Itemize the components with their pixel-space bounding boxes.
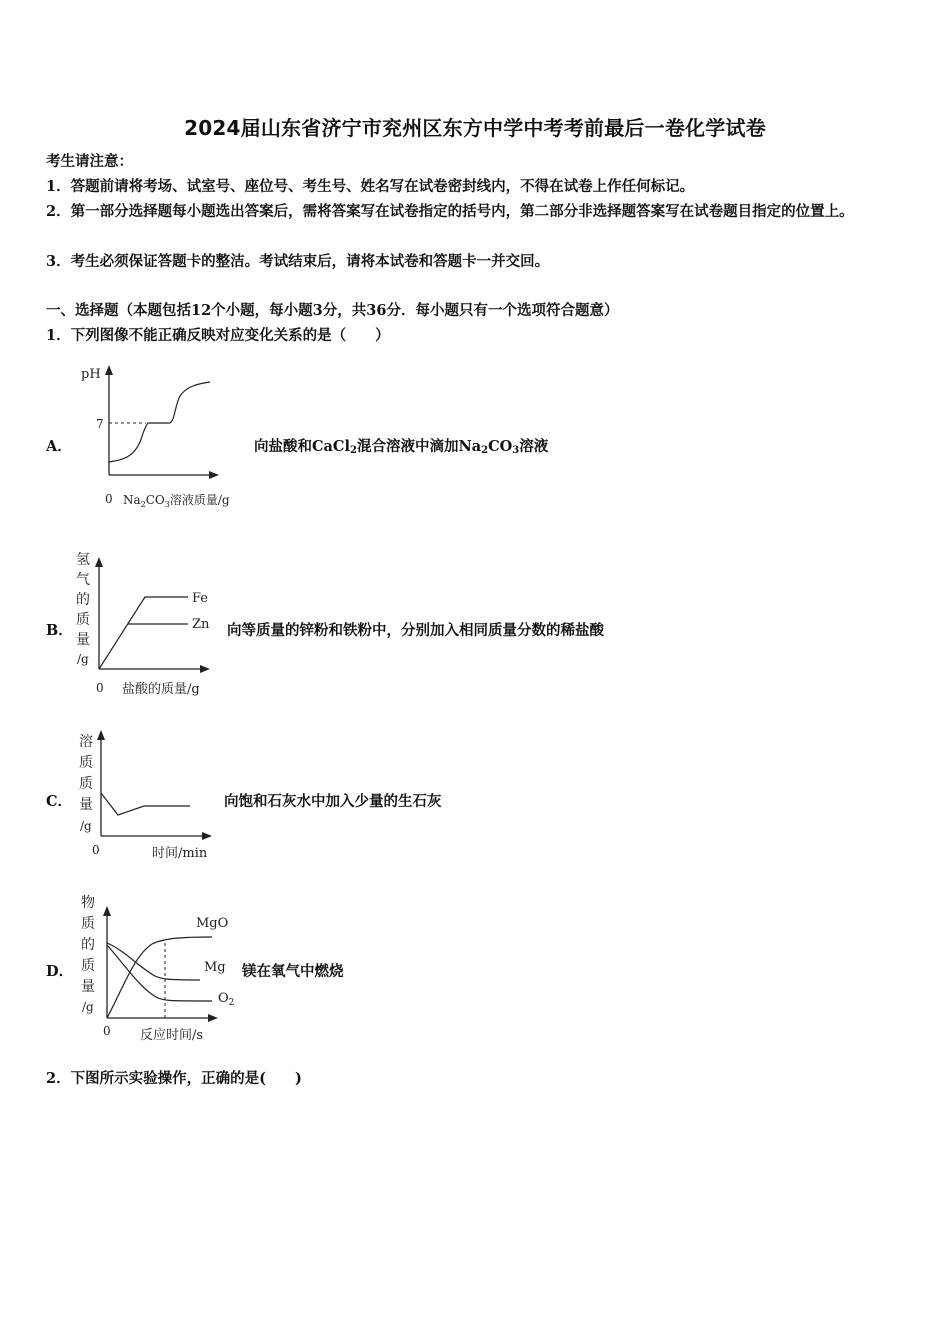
graph-d-legend-mg: Mg (204, 960, 226, 975)
graph-d-o2-curve (107, 945, 212, 1001)
graph-d-ylabel-1: 物 (81, 895, 95, 911)
graph-c-ylabel-2: 质 (79, 755, 93, 771)
option-c-letter: C． (46, 793, 73, 810)
graph-a-x-arrow-icon (209, 471, 219, 479)
graph-c-xlabel: 时间/min (152, 846, 208, 861)
notice-item-3: 3．考生必须保证答题卡的整洁。考试结束后，请将本试卷和答题卡一并交回。 (46, 253, 550, 270)
graph-c-origin: 0 (92, 843, 100, 857)
option-b-text: 向等质量的锌粉和铁粉中，分别加入相同质量分数的稀盐酸 (227, 622, 604, 639)
graph-b-xlabel: 盐酸的质量/g (122, 682, 200, 697)
graph-d-x-arrow-icon (208, 1014, 218, 1022)
graph-c-x-arrow-icon (202, 832, 212, 840)
graph-b-ylabel-4: 质 (76, 612, 90, 628)
graph-a-origin: 0 (105, 492, 113, 506)
page-title: 2024届山东省济宁市兖州区东方中学中考考前最后一卷化学试卷 (184, 116, 766, 140)
graph-b-origin: 0 (96, 681, 104, 695)
graph-b-ylabel-1: 氢 (76, 552, 90, 568)
graph-b-ylabel-5: 量 (76, 632, 90, 648)
graph-d-y-arrow-icon (103, 906, 111, 916)
graph-a-ylabel: pH (81, 367, 101, 382)
graph-c-ylabel-4: 量 (79, 797, 93, 813)
graph-d (72, 890, 247, 1050)
graph-b (72, 545, 232, 700)
graph-d-ylabel-3: 的 (81, 937, 95, 953)
graph-c-ylabel-1: 溶 (79, 734, 93, 750)
graph-c-curve (101, 793, 190, 815)
graph-a-curve (109, 382, 210, 462)
graph-c-ylabel-3: 质 (79, 776, 93, 792)
option-a-letter: A． (46, 438, 72, 455)
graph-a (72, 360, 262, 515)
option-b-letter: B． (46, 622, 73, 639)
graph-b-fe-line (99, 597, 188, 669)
graph-d-legend-o2: $O_2$ (218, 991, 235, 1008)
question-2-stem: 2．下图所示实验操作，正确的是( ) (46, 1070, 302, 1087)
graph-d-ylabel-2: 质 (81, 916, 95, 932)
option-a-text: 向盐酸和CaCl$_2$混合溶液中滴加$Na_2CO_3$溶液 (254, 438, 549, 456)
graph-a-xlabel: $Na_2CO_3$溶液质量/g (123, 493, 230, 509)
section-heading: 一、选择题（本题包括12个小题，每小题3分，共36分．每小题只有一个选项符合题意） (46, 302, 619, 319)
question-1-stem: 1．下列图像不能正确反映对应变化关系的是（ ） (46, 327, 390, 344)
graph-b-ylabel-3: 的 (76, 592, 90, 608)
graph-b-x-arrow-icon (200, 665, 210, 673)
graph-c-ylabel-5: /g (80, 819, 92, 833)
graph-b-y-arrow-icon (95, 557, 103, 567)
graph-d-origin: 0 (103, 1024, 111, 1038)
graph-a-ytick-7: 7 (96, 417, 104, 431)
graph-b-legend-fe: Fe (192, 591, 209, 606)
option-d-letter: D． (46, 963, 74, 980)
option-c-text: 向饱和石灰水中加入少量的生石灰 (224, 793, 442, 810)
graph-d-legend-mgo: MgO (196, 916, 229, 931)
graph-b-ylabel-6: /g (77, 652, 89, 666)
graph-d-ylabel-6: /g (82, 1000, 94, 1014)
graph-b-ylabel-2: 气 (76, 572, 90, 588)
graph-a-y-arrow-icon (105, 365, 113, 375)
graph-c-y-arrow-icon (97, 730, 105, 740)
graph-d-ylabel-4: 质 (81, 958, 95, 974)
notice-heading: 考生请注意： (46, 153, 133, 170)
notice-item-1: 1．答题前请将考场、试室号、座位号、考生号、姓名写在试卷密封线内，不得在试卷上作任何标记。 (46, 178, 695, 195)
graph-d-xlabel: 反应时间/s (140, 1028, 204, 1043)
notice-item-2: 2．第一部分选择题每小题选出答案后，需将答案写在试卷指定的括号内，第二部分非选择题答案写在试卷题目指定的位置上。 (46, 203, 854, 220)
graph-c (72, 722, 232, 867)
option-d-text: 镁在氧气中燃烧 (242, 963, 344, 980)
graph-b-legend-zn: Zn (192, 617, 210, 632)
graph-d-ylabel-5: 量 (81, 979, 95, 995)
